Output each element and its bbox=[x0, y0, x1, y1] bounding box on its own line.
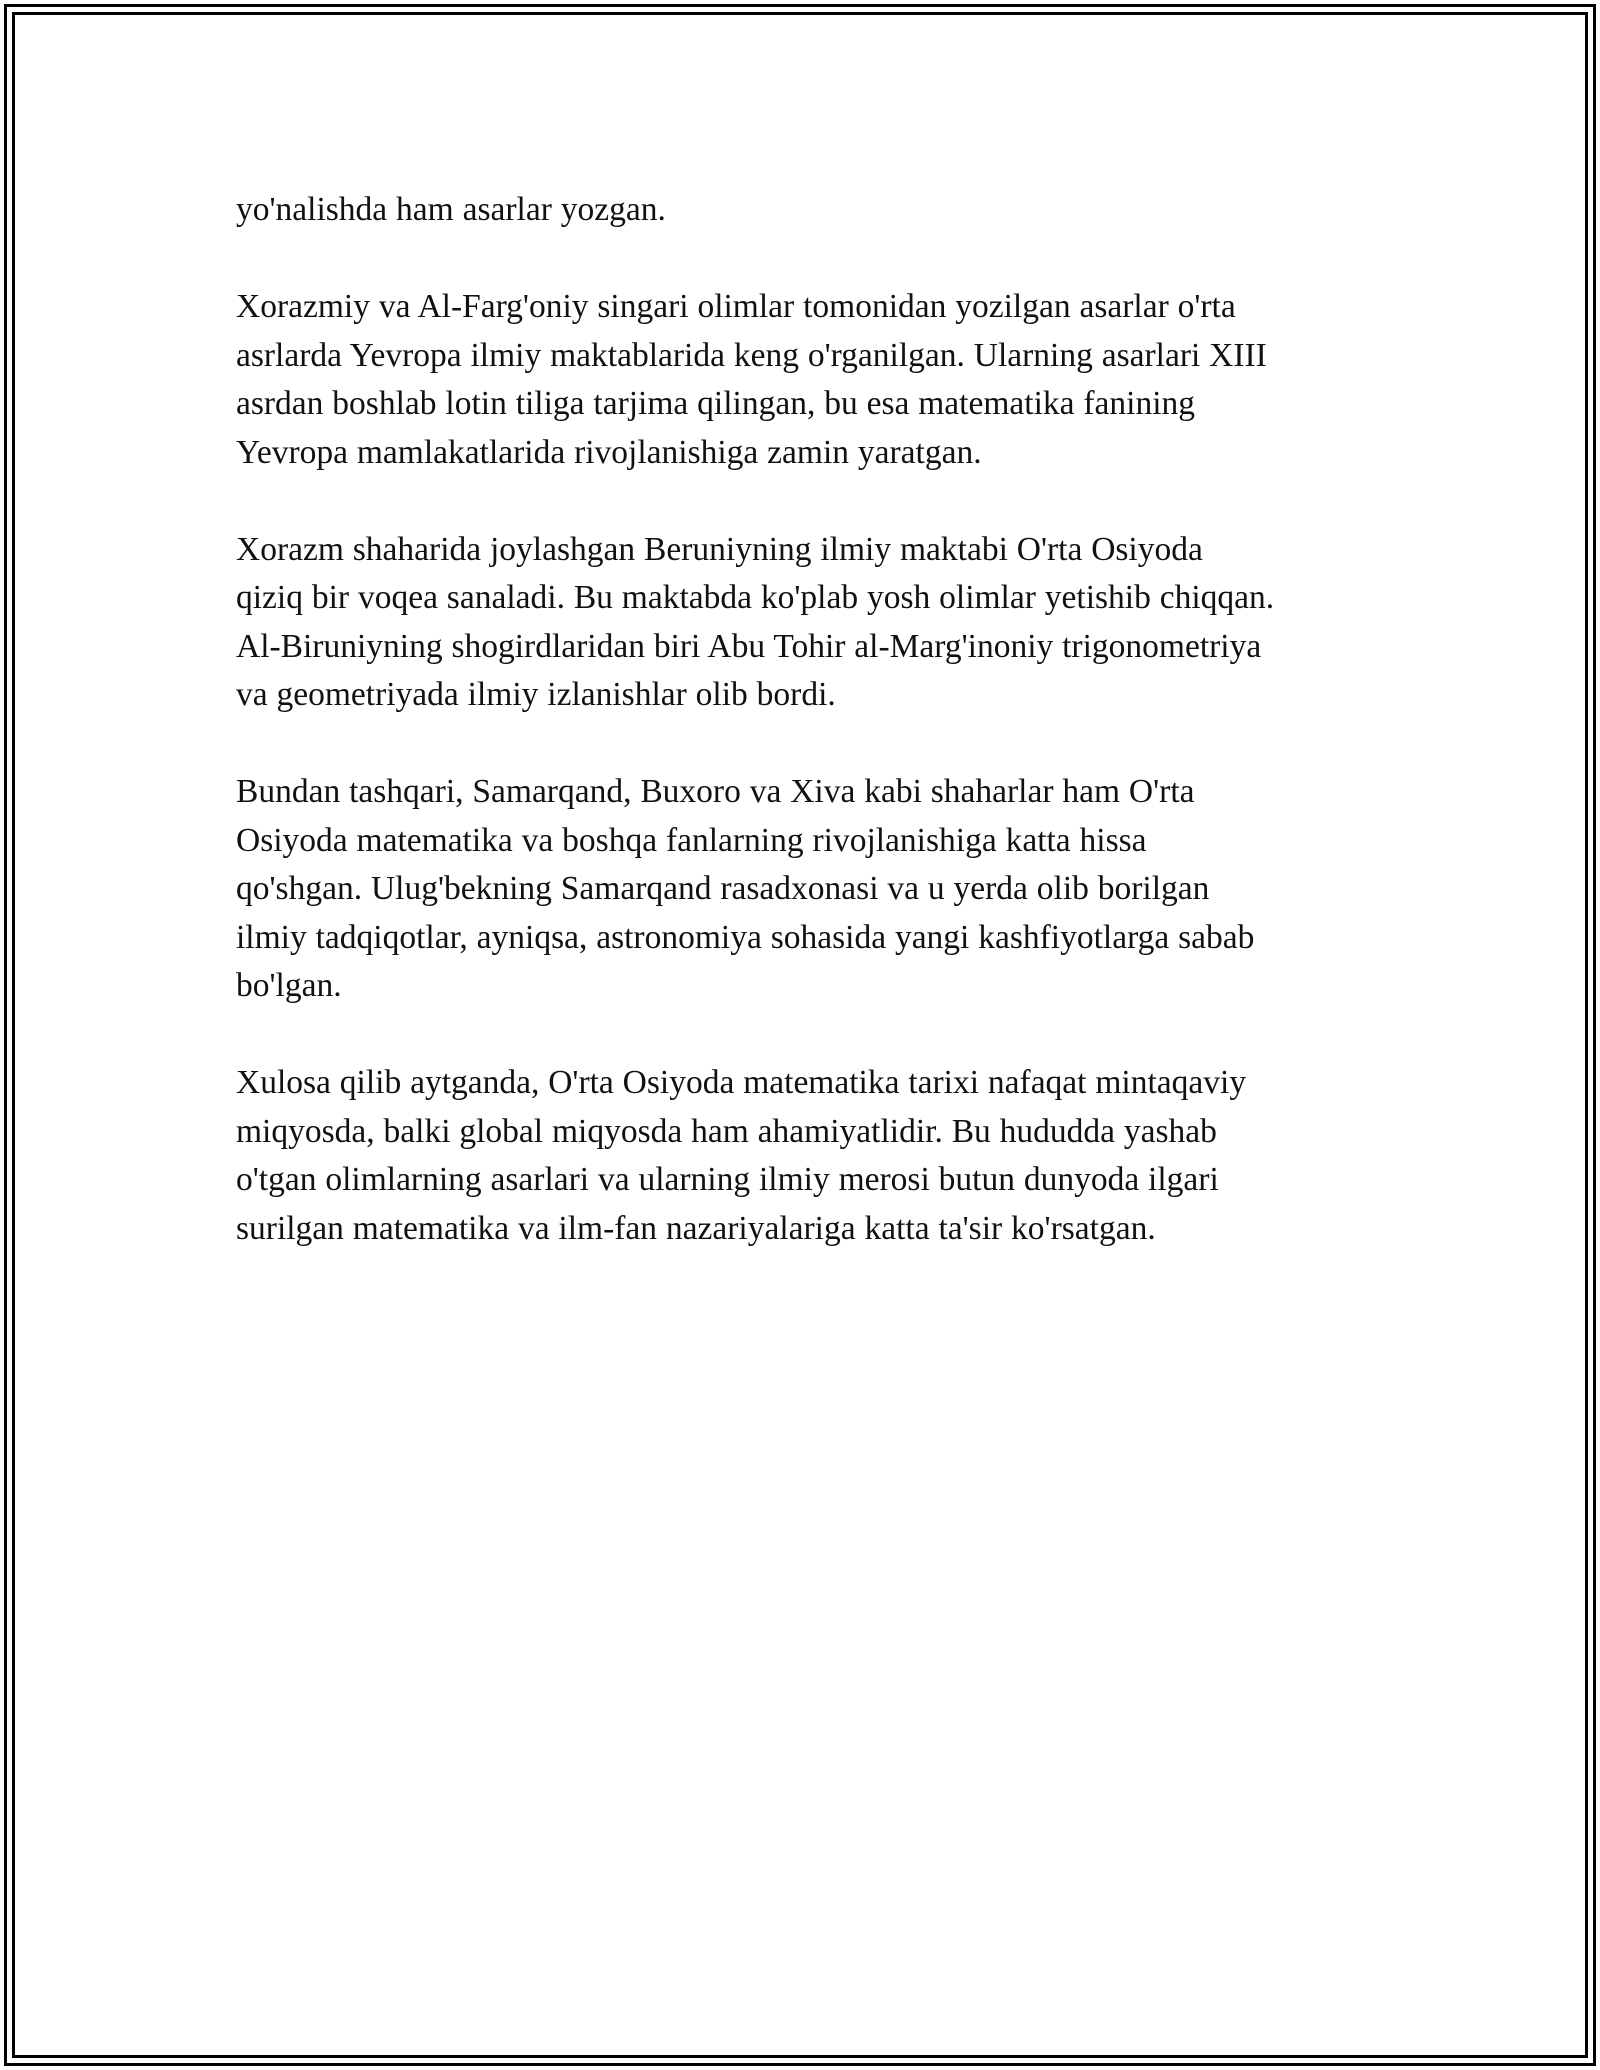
paragraph-continuation: yo'nalishda ham asarlar yozgan. bbox=[236, 191, 666, 228]
paragraph-european-influence: Xorazmiy va Al-Farg'oniy singari olimlar tomonidan yozilgan asarlar o'rta asrlarda Yevropa ilmiy maktablarida keng o'rganilgan. Ularning asarlari XIII asrdan boshlab lotin tiliga tarjima qilingan, bu esa matematika fanining Yevropa mamlakatlarida rivojlanishiga zamin yaratgan. bbox=[236, 288, 1267, 471]
paragraph-cities-contribution: Bundan tashqari, Samarqand, Buxoro va Xiva kabi shaharlar ham O'rta Osiyoda matematika va boshqa fanlarning rivojlanishiga katta hissa qo'shgan. Ulug'bekning Samarqand rasadxonasi va u yerda olib borilgan ilmiy tadqiqotlar, ayniqsa, astronomiya sohasida yangi kashfiyotlarga sabab bo'lgan. bbox=[236, 773, 1255, 1004]
paragraph-conclusion: Xulosa qilib aytganda, O'rta Osiyoda matematika tarixi nafaqat mintaqaviy miqyosda, balki global miqyosda ham ahamiyatlidir. Bu hududda yashab o'tgan olimlarning asarlari va ularning ilmiy merosi butun dunyoda ilgari surilgan matematika va ilm-fan nazariyalariga katta ta'sir ko'rsatgan. bbox=[236, 1064, 1247, 1247]
document-body bbox=[236, 186, 1376, 1302]
paragraph-beruni-school: Xorazm shaharida joylashgan Beruniyning ilmiy maktabi O'rta Osiyoda qiziq bir voqea sanaladi. Bu maktabda ko'plab yosh olimlar yetishib chiqqan. Al-Biruniyning shogirdlaridan biri Abu Tohir al-Marg'inoniy trigonometriya va geometriyada ilmiy izlanishlar olib bordi. bbox=[236, 530, 1275, 713]
